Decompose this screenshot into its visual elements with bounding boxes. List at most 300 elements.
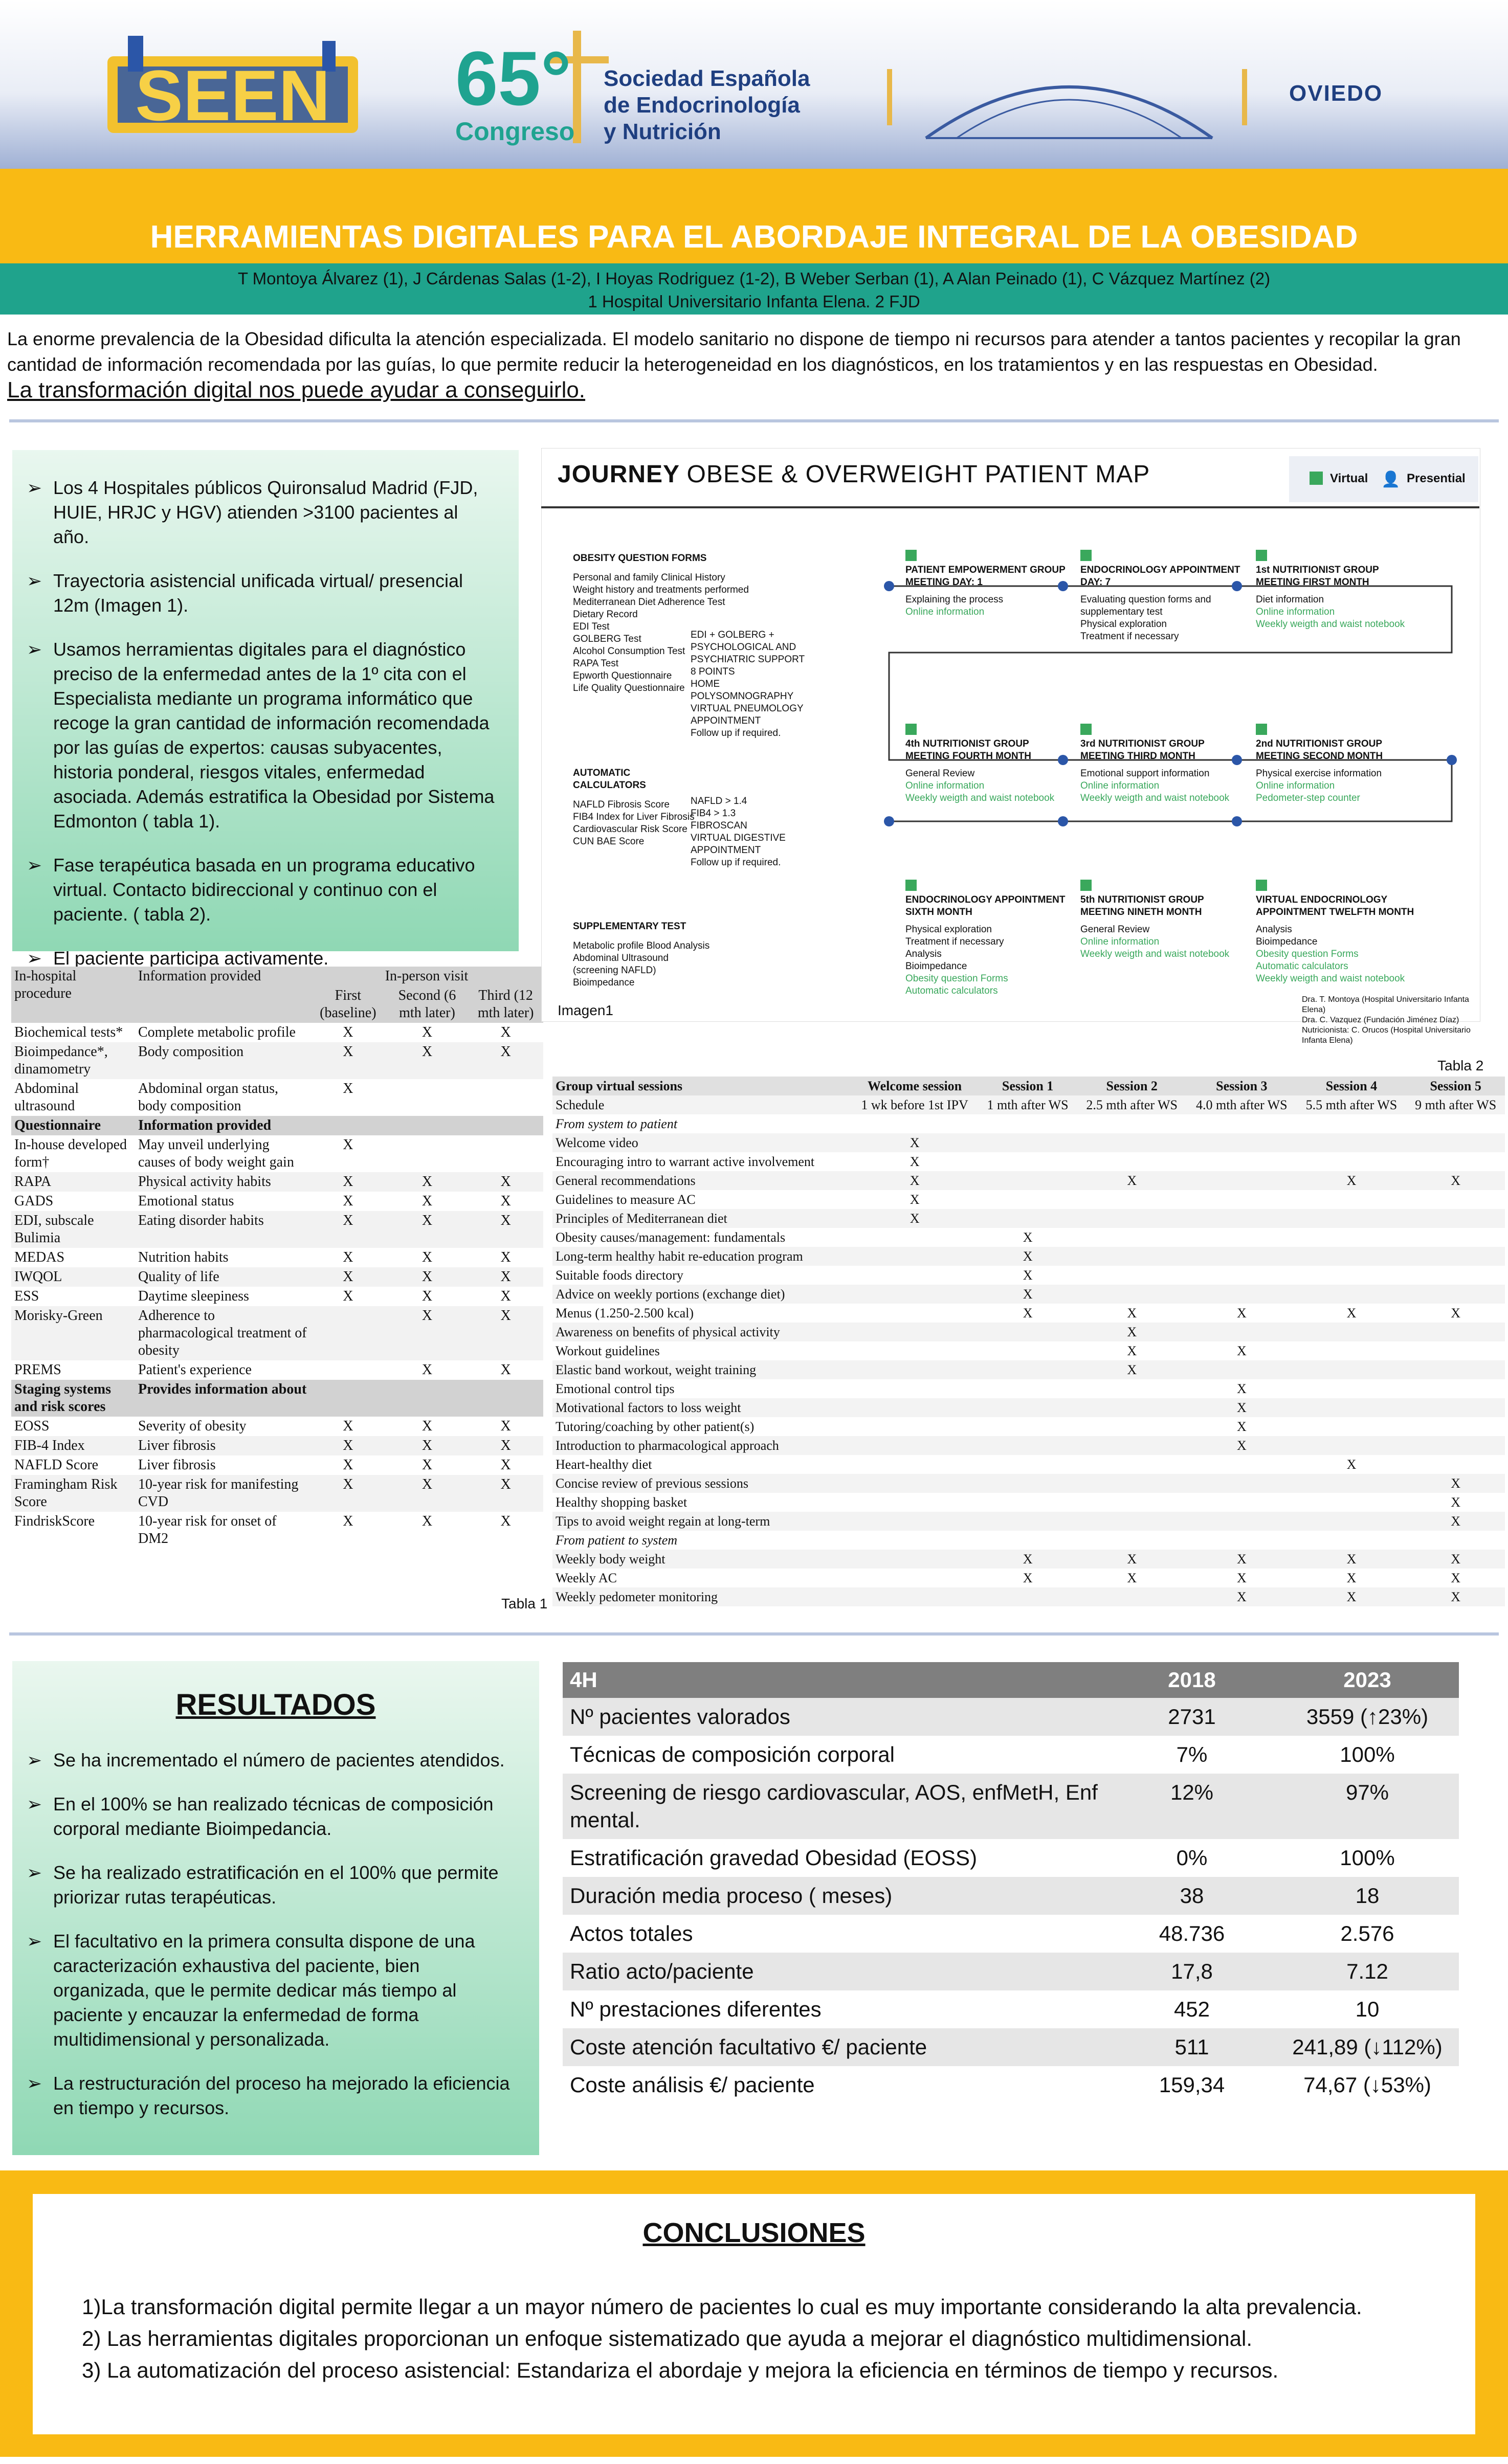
table-cell: Schedule xyxy=(552,1095,851,1114)
table-cell: X xyxy=(386,1436,469,1455)
table-cell xyxy=(851,1360,978,1379)
table-cell: Guidelines to measure AC xyxy=(556,1192,696,1207)
header-divider xyxy=(887,69,892,125)
table-cell: X xyxy=(468,1211,543,1248)
table-cell: Information provided xyxy=(135,1116,543,1135)
header-4h: 4H xyxy=(563,1662,1108,1698)
list-item: Personal and family Clinical History xyxy=(573,572,725,583)
table-cell: X xyxy=(1236,1419,1247,1434)
table-header-cell: Group virtual sessions xyxy=(552,1077,851,1095)
list-item: FIB4 > 1.3 xyxy=(691,808,736,819)
step-online-line: Weekly weigth and waist notebook xyxy=(905,793,1055,803)
table-cell: X xyxy=(422,1362,433,1378)
table-cell xyxy=(1187,1531,1297,1550)
table-header-cell: Session 1 xyxy=(979,1077,1077,1095)
table-cell xyxy=(1187,1114,1297,1133)
header-2023: 2023 xyxy=(1276,1662,1459,1698)
table-cell: Motivational factors to loss weight xyxy=(552,1398,851,1417)
table-cell xyxy=(1077,1436,1187,1455)
table-cell: X xyxy=(343,1193,353,1209)
step-body xyxy=(1256,768,1420,804)
table-cell xyxy=(979,1341,1077,1360)
image-1-label: Imagen1 xyxy=(558,1002,613,1018)
table-header-cell: Session 4 xyxy=(1297,1077,1407,1095)
table-cell xyxy=(1187,1512,1297,1531)
table-cell xyxy=(1406,1455,1505,1474)
table-cell: X xyxy=(1406,1171,1505,1190)
table-cell: 38 xyxy=(1108,1877,1276,1915)
methods-panel xyxy=(12,450,519,969)
table-row xyxy=(563,1915,1459,1953)
table-cell: Introduction to pharmacological approach xyxy=(552,1436,851,1455)
table-cell xyxy=(1297,1285,1407,1304)
table-cell: X xyxy=(1023,1268,1033,1283)
table-cell xyxy=(1077,1398,1187,1417)
table-cell: X xyxy=(851,1171,978,1190)
table-cell xyxy=(1297,1398,1407,1417)
table-cell: General recommendations xyxy=(552,1171,851,1190)
table-row xyxy=(11,1287,543,1306)
table-cell: Suitable foods directory xyxy=(556,1268,683,1283)
list-item: Metabolic profile Blood Analysis xyxy=(573,940,710,951)
table-cell: X xyxy=(343,1024,353,1040)
list-item: Abdominal Ultrasound (screening NAFLD) xyxy=(573,953,669,976)
table-cell: 2.5 mth after WS xyxy=(1077,1095,1187,1114)
step-line: Emotional support information xyxy=(1080,768,1210,779)
poster-title: HERRAMIENTAS DIGITALES PARA EL ABORDAJE INTEGRAL DE LA OBESIDAD xyxy=(150,219,1358,255)
table-cell: X xyxy=(310,1211,386,1248)
journey-step xyxy=(1256,880,1420,985)
table-cell xyxy=(1297,1341,1407,1360)
table-cell: In-house developed form† xyxy=(14,1137,127,1170)
checkbox-icon xyxy=(1080,550,1092,561)
table-cell: 97% xyxy=(1276,1774,1459,1839)
table-cell: X xyxy=(1451,1571,1461,1585)
step-online-line: Obesity question Forms xyxy=(1256,949,1359,959)
list-item: CUN BAE Score xyxy=(573,836,645,847)
table-header-cell: Session 5 xyxy=(1406,1077,1505,1095)
table-cell xyxy=(1187,1493,1297,1512)
table-cell: X xyxy=(1187,1436,1297,1455)
table-row xyxy=(552,1190,1505,1209)
table-section-row xyxy=(11,1380,543,1417)
table-cell: X xyxy=(1187,1550,1297,1569)
table-cell: Patient's experience xyxy=(138,1362,252,1378)
table-cell xyxy=(1406,1133,1505,1152)
table-cell: 241,89 (↓112%) xyxy=(1276,2028,1459,2066)
table-cell xyxy=(1077,1493,1187,1512)
table-cell xyxy=(386,1135,469,1172)
table-cell: 3559 (↑23%) xyxy=(1276,1698,1459,1736)
table-row xyxy=(552,1550,1505,1569)
table-cell xyxy=(851,1247,978,1266)
table-cell: X xyxy=(1406,1550,1505,1569)
table-row xyxy=(552,1512,1505,1531)
step-body xyxy=(905,924,1069,997)
step-line: Treatment if necessary xyxy=(1080,631,1179,642)
table-cell xyxy=(1077,1531,1187,1550)
list-item: HOME POLYSOMNOGRAPHY xyxy=(691,679,794,702)
checkbox-icon xyxy=(905,724,917,735)
table-cell: From system to patient xyxy=(556,1116,678,1131)
step-line: Evaluating question forms and supplementary test xyxy=(1080,594,1211,617)
table-cell xyxy=(979,1512,1077,1531)
congress-word: Congreso xyxy=(455,117,575,146)
table-cell xyxy=(1406,1436,1505,1455)
table-row xyxy=(563,1877,1459,1915)
list-item: NAFLD > 1.4 xyxy=(691,796,747,807)
table-cell: X xyxy=(343,1249,353,1265)
table-cell xyxy=(1406,1323,1505,1341)
list-item: FIB4 Index for Liver Fibrosis xyxy=(573,812,695,822)
journey-step xyxy=(1080,724,1244,804)
step-line: Analysis xyxy=(1256,924,1292,935)
table-cell: Duración media proceso ( meses) xyxy=(563,1877,1108,1915)
step-online-line: Weekly weigth and waist notebook xyxy=(1080,949,1230,959)
table-cell xyxy=(1406,1228,1505,1247)
list-item: GOLBERG Test xyxy=(573,634,641,644)
table-row xyxy=(552,1266,1505,1285)
step-online-line: Weekly weigth and waist notebook xyxy=(1256,619,1405,630)
table-cell: X xyxy=(1297,1587,1407,1606)
table-cell xyxy=(979,1190,1077,1209)
list-item: Dra. T. Montoya (Hospital Universitario Infanta Elena) xyxy=(1302,995,1469,1014)
table-cell xyxy=(1406,1360,1505,1379)
table-cell: Healthy shopping basket xyxy=(556,1495,688,1510)
table-cell: X xyxy=(500,1457,511,1473)
table-cell: Eating disorder habits xyxy=(135,1211,310,1248)
table-cell: X xyxy=(500,1288,511,1304)
step-online-line: Weekly weigth and waist notebook xyxy=(1256,973,1405,984)
table-row xyxy=(552,1133,1505,1152)
table-cell xyxy=(1077,1285,1187,1304)
table-cell: 100% xyxy=(1276,1839,1459,1877)
table-cell xyxy=(851,1285,978,1304)
society-line: Sociedad Española xyxy=(604,66,810,91)
table-cell xyxy=(851,1379,978,1398)
person-icon: 👤 xyxy=(1381,471,1401,488)
table-cell: 18 xyxy=(1276,1877,1459,1915)
step-line: General Review xyxy=(905,768,975,779)
table-header xyxy=(552,1077,1505,1095)
table-cell: X xyxy=(851,1133,978,1152)
journey-step xyxy=(905,880,1069,997)
table-header-cell: Welcome session xyxy=(851,1077,978,1095)
table-cell: MEDAS xyxy=(14,1249,65,1265)
journey-node xyxy=(884,816,894,826)
table-cell: 10-year risk for manifesting CVD xyxy=(135,1475,310,1512)
table-cell xyxy=(851,1417,978,1436)
table-row xyxy=(563,1990,1459,2028)
list-item: ➢ El facultativo en la primera consulta dispone de una caracterización exhaustiva del paciente, bien organizada, que le permite dedicar más tiempo al paciente y encauzar la enfermedad de forma multidimensional y personalizada. xyxy=(27,1929,519,2052)
table-cell: FIB-4 Index xyxy=(11,1436,135,1455)
table-row xyxy=(563,1839,1459,1877)
table-cell xyxy=(851,1323,978,1341)
list-item: Life Quality Questionnaire xyxy=(573,683,685,693)
table-cell: X xyxy=(310,1267,386,1287)
table-cell: X xyxy=(343,1137,353,1153)
table-cell: Weekly pedometer monitoring xyxy=(552,1587,851,1606)
table-cell xyxy=(851,1512,978,1531)
step-online-line: Pedometer-step counter xyxy=(1256,793,1360,803)
table-cell: 1 wk before 1st IPV xyxy=(851,1095,978,1114)
table-cell xyxy=(851,1436,978,1455)
table-cell: Tutoring/coaching by other patient(s) xyxy=(556,1419,755,1434)
table-row xyxy=(552,1095,1505,1114)
table-cell xyxy=(979,1360,1077,1379)
table-cell xyxy=(1406,1398,1505,1417)
table-row xyxy=(11,1360,543,1380)
table-2 xyxy=(552,1077,1505,1606)
list-item: ➢ La restructuración del proceso ha mejorado la eficiencia en tiempo y recursos. xyxy=(27,2071,519,2120)
intro-text: La enorme prevalencia de la Obesidad dificulta la atención especializada. El modelo sanitario no dispone de tiempo ni recursos para atender a tantos pacientes y recopilar la gran cantidad de información recomendada por las guías, lo que permite reducir la heterogeneidad en los diagnósticos, en los tratamientos y en las respuestas en Obesidad. xyxy=(7,328,1461,375)
table-cell xyxy=(386,1079,469,1116)
table-cell: X xyxy=(1187,1398,1297,1417)
step-body xyxy=(905,768,1069,804)
table-cell xyxy=(1077,1133,1187,1152)
list-item: EDI + GOLBERG + xyxy=(691,630,774,640)
list-item: ➢ En el 100% se han realizado técnicas de composición corporal mediante Bioimpedancia. xyxy=(27,1792,519,1841)
results-list xyxy=(12,1661,539,2120)
table-cell: FindriskScore xyxy=(14,1513,95,1529)
table-row xyxy=(552,1398,1505,1417)
table-row xyxy=(11,1512,543,1549)
table-cell: 159,34 xyxy=(1108,2066,1276,2104)
table-cell: X xyxy=(422,1249,433,1265)
table-row xyxy=(552,1209,1505,1228)
seen-logo xyxy=(107,36,358,153)
authors: T Montoya Álvarez (1), J Cárdenas Salas (1-2), I Hoyas Rodriguez (1-2), B Weber Serban (1), A Alan Peinado (1), C Vázquez Martínez (2) xyxy=(237,269,1271,288)
table-cell: X xyxy=(910,1192,920,1207)
table-row xyxy=(552,1323,1505,1341)
calc-title: AUTOMATIC CALCULATORS xyxy=(573,768,646,791)
table-cell xyxy=(851,1304,978,1323)
step-online-line: Online information xyxy=(905,780,985,791)
table-row xyxy=(552,1455,1505,1474)
table-row xyxy=(552,1379,1505,1398)
table-cell xyxy=(1297,1190,1407,1209)
table-cell: Adherence to pharmacological treatment of obesity xyxy=(135,1306,310,1360)
table-cell: X xyxy=(1187,1587,1297,1606)
table-cell xyxy=(851,1228,978,1247)
table-cell xyxy=(468,1135,543,1172)
table-cell: Abdominal ultrasound xyxy=(14,1081,79,1114)
table-cell: Emotional status xyxy=(138,1193,234,1209)
svg-text:SEEN: SEEN xyxy=(135,55,330,136)
table-cell: Severity of obesity xyxy=(138,1418,247,1434)
table-cell: 0% xyxy=(1108,1839,1276,1877)
table-cell xyxy=(1187,1285,1297,1304)
table-cell xyxy=(1297,1360,1407,1379)
table-cell: X xyxy=(1451,1306,1461,1320)
table-cell xyxy=(1187,1247,1297,1266)
table-row xyxy=(563,1953,1459,1990)
table-cell: Questionnaire xyxy=(11,1116,135,1135)
table-cell: X xyxy=(343,1513,353,1529)
checkbox-icon xyxy=(905,550,917,561)
table-cell xyxy=(1297,1436,1407,1455)
table-cell: X xyxy=(468,1436,543,1455)
list-item: PSYCHOLOGICAL AND PSYCHIATRIC SUPPORT xyxy=(691,642,805,665)
list-item: Follow up if required. xyxy=(691,857,781,868)
list-item: 3) La automatización del proceso asistencial: Estandariza el abordaje y mejora la eficiencia en términos de tiempo y recursos. xyxy=(82,2358,1279,2382)
table-cell: X xyxy=(1236,1381,1247,1396)
table-cell: Menus (1.250-2.500 kcal) xyxy=(556,1306,694,1320)
table-cell: X xyxy=(851,1209,978,1228)
step-line: Physical exploration xyxy=(1080,619,1167,630)
list-item: ➢ Usamos herramientas digitales para el diagnóstico preciso de la enfermedad antes de la 1º cita con el Especialista mediante un programa informático que recoge la gran cantidad de información recomendada por las guías de expertos: causas subyacentes, historia ponderal, riesgos vitales, enfermedad asociada. Además estratifica la Obesidad por Sistema Edmonton ( tabla 1). xyxy=(27,637,498,834)
table-header-cell: Session 3 xyxy=(1187,1077,1297,1095)
table-cell: X xyxy=(1236,1343,1247,1358)
table-cell xyxy=(851,1114,978,1133)
table-cell: X xyxy=(979,1550,1077,1569)
table-2-body xyxy=(552,1095,1505,1606)
table-cell: Biochemical tests* xyxy=(14,1024,123,1040)
calc-side xyxy=(691,795,824,869)
table-cell xyxy=(1406,1379,1505,1398)
table-cell: X xyxy=(468,1306,543,1360)
supplementary-test xyxy=(573,921,716,989)
table-row xyxy=(11,1023,543,1042)
table-cell: X xyxy=(500,1024,511,1040)
step-online-line: Online information xyxy=(1080,780,1160,791)
table-cell: 7% xyxy=(1108,1736,1276,1774)
header-divider xyxy=(1242,69,1247,125)
table-cell xyxy=(1406,1531,1505,1550)
table-cell: Heart-healthy diet xyxy=(556,1457,652,1472)
table-cell: Coste atención facultativo €/ paciente xyxy=(563,2028,1108,2066)
table-cell xyxy=(979,1587,1077,1606)
step-title: 2nd NUTRITIONIST GROUP MEETING SECOND MONTH xyxy=(1256,738,1383,761)
table-cell: Daytime sleepiness xyxy=(138,1288,249,1304)
table-cell: X xyxy=(1127,1571,1137,1585)
table-cell: X xyxy=(468,1172,543,1192)
table-cell: Encouraging intro to warrant active involvement xyxy=(556,1154,815,1169)
table-row xyxy=(11,1211,543,1248)
table-row xyxy=(552,1304,1505,1323)
journey-node xyxy=(1058,816,1068,826)
table-cell: 48.736 xyxy=(1108,1915,1276,1953)
table-cell: Nº pacientes valorados xyxy=(563,1698,1108,1736)
table-cell: X xyxy=(500,1249,511,1265)
city-label: OVIEDO xyxy=(1289,81,1383,106)
table-cell: Emotional control tips xyxy=(556,1381,675,1396)
table-cell: X xyxy=(1023,1571,1033,1585)
step-online-line: Online information xyxy=(1256,607,1335,617)
table-cell: EDI, subscale Bulimia xyxy=(11,1211,135,1248)
table-row xyxy=(552,1360,1505,1379)
society-line: y Nutrición xyxy=(604,119,721,144)
table-cell xyxy=(979,1209,1077,1228)
table-cell: 74,67 (↓53%) xyxy=(1276,2066,1459,2104)
step-body xyxy=(1080,594,1244,643)
list-item: ➢ Los 4 Hospitales públicos Quironsalud Madrid (FJD, HUIE, HRJC y HGV) atienden >3100 pacientes al año. xyxy=(27,476,498,549)
table-cell: X xyxy=(500,1418,511,1434)
table-cell: X xyxy=(1127,1343,1137,1358)
header-second: Second (6 mth later) xyxy=(398,988,456,1021)
table-cell xyxy=(1077,1266,1187,1285)
table-row xyxy=(552,1228,1505,1247)
table-cell: 2731 xyxy=(1108,1698,1276,1736)
table-cell: Long-term healthy habit re-education program xyxy=(552,1247,851,1266)
table-cell: From patient to system xyxy=(556,1533,678,1548)
table-cell: X xyxy=(1406,1512,1505,1531)
table-1-label: Tabla 1 xyxy=(501,1596,548,1611)
list-item: Nutricionista: C. Orucos (Hospital Universitario Infanta Elena) xyxy=(1302,1026,1471,1045)
list-item: Cardiovascular Risk Score xyxy=(573,824,688,835)
table-cell: Weekly AC xyxy=(556,1571,617,1585)
header-info: Information provided xyxy=(138,968,261,984)
table-row xyxy=(11,1079,543,1116)
step-online-line: Online information xyxy=(1080,936,1160,947)
journey-credits xyxy=(1302,995,1476,1046)
step-title: PATIENT EMPOWERMENT GROUP MEETING DAY: 1 xyxy=(905,565,1066,588)
table-cell: PREMS xyxy=(14,1362,61,1378)
table-cell xyxy=(1297,1379,1407,1398)
table-cell: Nutrition habits xyxy=(138,1249,229,1265)
step-online-line: Obesity question Forms xyxy=(905,973,1008,984)
list-item: RAPA Test xyxy=(573,658,619,669)
table-cell: Provides information about xyxy=(135,1380,543,1417)
table-cell: X xyxy=(1236,1306,1247,1320)
table-cell: X xyxy=(343,1081,353,1096)
table-cell: Concise review of previous sessions xyxy=(552,1474,851,1493)
table-cell xyxy=(1077,1512,1187,1531)
table-cell: 17,8 xyxy=(1108,1953,1276,1990)
table-cell xyxy=(468,1079,543,1116)
table-header xyxy=(11,967,543,986)
affiliation: 1 Hospital Universitario Infanta Elena. 2 FJD xyxy=(588,292,920,311)
table-cell xyxy=(1406,1417,1505,1436)
table-cell: Elastic band workout, weight training xyxy=(552,1360,851,1379)
table-cell xyxy=(1077,1209,1187,1228)
step-line: Bioimpedance xyxy=(1256,936,1318,947)
table-row xyxy=(552,1247,1505,1266)
forms-title: OBESITY QUESTION FORMS xyxy=(573,553,707,564)
table-cell xyxy=(979,1152,1077,1171)
table-row xyxy=(11,1192,543,1211)
table-cell xyxy=(851,1587,978,1606)
table-cell: Nº prestaciones diferentes xyxy=(563,1990,1108,2028)
table-cell: X xyxy=(1023,1230,1033,1245)
list-item: FIBROSCAN xyxy=(691,820,747,831)
checkbox-icon xyxy=(905,880,917,891)
table-cell xyxy=(310,1360,386,1380)
table-cell: May unveil underlying causes of body weight gain xyxy=(138,1137,294,1170)
table-cell: Morisky-Green xyxy=(11,1306,135,1360)
step-title: 5th NUTRITIONIST GROUP MEETING NINETH MONTH xyxy=(1080,894,1204,917)
table-cell xyxy=(979,1379,1077,1398)
step-body xyxy=(1256,924,1420,985)
header-procedure: In-hospital procedure xyxy=(14,968,77,1001)
table-cell: Obesity causes/management: fundamentals xyxy=(556,1230,786,1245)
table-cell: 7.12 xyxy=(1276,1953,1459,1990)
step-title: VIRTUAL ENDOCRINOLOGY APPOINTMENT TWELFTH MONTH xyxy=(1256,894,1414,917)
table-cell: X xyxy=(1451,1495,1461,1510)
table-cell xyxy=(1297,1512,1407,1531)
section-separator xyxy=(9,1632,1499,1636)
table-cell xyxy=(851,1341,978,1360)
table-cell: 12% xyxy=(1108,1774,1276,1839)
table-cell xyxy=(1406,1190,1505,1209)
table-cell: Ratio acto/paciente xyxy=(563,1953,1108,1990)
table-cell: X xyxy=(1127,1306,1137,1320)
table-cell: X xyxy=(386,1475,469,1512)
header-inperson: In-person visit xyxy=(385,968,469,984)
step-title: ENDOCRINOLOGY APPOINTMENT DAY: 7 xyxy=(1080,565,1240,588)
methods-list xyxy=(12,450,519,971)
table-cell: 10 xyxy=(1276,1990,1459,2028)
